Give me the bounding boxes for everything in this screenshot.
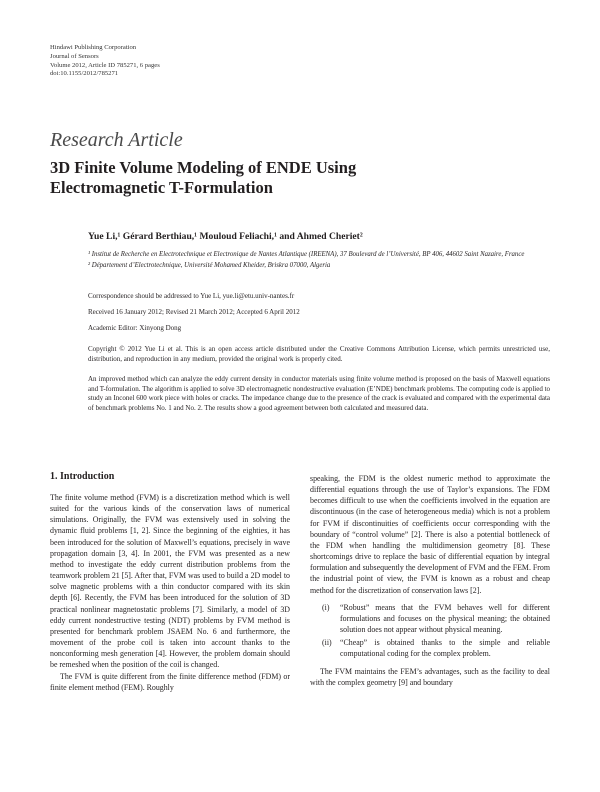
journal-header bbox=[50, 44, 160, 79]
right-column bbox=[310, 473, 550, 688]
affiliation-2: ² Département d’Electrotechnique, Université Mohamed Kheider, Briskra 07000, Algeria bbox=[88, 262, 331, 269]
list-item-text: “Cheap” is obtained thanks to the simple and reliable computational coding for the complex problem. bbox=[340, 638, 550, 659]
journal-line: Journal of Sensors bbox=[50, 52, 99, 60]
body-paragraph: The FVM maintains the FEM’s advantages, such as the facility to deal with the complex geometry [9] and boundary bbox=[310, 666, 550, 687]
list-item-text: “Robust” means that the FVM behaves well for different formulations and focuses on the physical meaning; the obtained solution does not appear without physical meaning. bbox=[340, 602, 550, 635]
affiliation-1: ¹ Institut de Recherche en Electrotechnique et Electronique de Nantes Atlantique (IREENA), 37 Boulevard de l’Université, BP 406, 44602 Saint Nazaire, France bbox=[88, 251, 525, 258]
section-heading-introduction: 1. Introduction bbox=[50, 471, 115, 482]
publisher-line: Hindawi Publishing Corporation bbox=[50, 44, 137, 51]
paper-title bbox=[50, 158, 356, 198]
list-item bbox=[310, 602, 550, 635]
title-line-1: 3D Finite Volume Modeling of ENDE Using bbox=[50, 158, 357, 177]
title-line-2: Electromagnetic T-Formulation bbox=[50, 178, 273, 197]
author-list: Yue Li,¹ Gérard Berthiau,¹ Mouloud Feliachi,¹ and Ahmed Cheriet² bbox=[88, 231, 363, 242]
article-type: Research Article bbox=[50, 129, 183, 151]
left-column bbox=[50, 492, 290, 693]
copyright-notice: Copyright © 2012 Yue Li et al. This is an open access article distributed under the Creative Commons Attribution License, which permits unrestricted use, distribution, and reproduction in any medium, provided the original work is properly cited. bbox=[88, 345, 550, 363]
abstract-text: An improved method which can analyze the eddy current density in conductor materials using finite volume method is proposed on the basis of Maxwell equations and T-formulation. The algorithm is applied to solve 3D electromagnetic nondestructive evaluation (E’NDE) benchmark problems. The computing code is applied to study an Inconel 600 work piece with holes or cracks. The impedance change due to the presence of the crack is evaluated and compared with the experimental data of benchmark problems No. 1 and No. 2. The results show a good agreement between both calculated and measured data. bbox=[88, 375, 551, 412]
affiliations bbox=[88, 250, 550, 272]
body-paragraph: The finite volume method (FVM) is a discretization method which is well suited for the various kinds of the conservation laws of numerical simulations. Originally, the FVM was extensively used in solving the dynamic fluid problems [1, 2]. Since the beginning of the eighties, it has been introduced for the solution of Maxwell’s equations, precisely in wave propagation domain [3, 4]. In 2001, the FVM was presented as a new method to investigate the eddy current distribution problems from the teamwork problem 21 [5]. After that, FVM was used to build a 2D model to solve magnetic problems with a thin conductor compared with its skin depth [6]. Recently, the FVM has been introduced for the solution of 3D practical nonlinear magnetostatic problems [7]. Similarly, a model of 3D eddy current nondestructive testing (NDT) problems by FVM method is presented for benchmark problem JSAEM No. 6 and furthermore, the movement of the probe coil is taken into account thanks to the nonconforming mesh generation [4]. However, the problem domain should be remeshed when the position of the coil is changed. bbox=[50, 493, 290, 670]
volume-line: Volume 2012, Article ID 785271, 6 pages bbox=[50, 61, 160, 69]
editor-line: Academic Editor: Xinyong Dong bbox=[88, 324, 182, 332]
body-paragraph: The FVM is quite different from the finite difference method (FDM) or finite element method (FEM). Roughly bbox=[50, 671, 290, 692]
bullet-list bbox=[310, 602, 550, 660]
list-item-label: (ii) bbox=[322, 638, 332, 648]
dates-line: Received 16 January 2012; Revised 21 March 2012; Accepted 6 April 2012 bbox=[88, 308, 300, 316]
list-item bbox=[310, 637, 550, 659]
list-item-label: (i) bbox=[322, 602, 330, 612]
correspondence-line: Correspondence should be addressed to Yue Li, yue.li@etu.univ-nantes.fr bbox=[88, 292, 295, 300]
doi-line: doi:10.1155/2012/785271 bbox=[50, 70, 119, 78]
body-paragraph: speaking, the FDM is the oldest numeric method to approximate the differential equations through the use of Taylor’s expansions. The FDM becomes difficult to use when the coefficients involved in the equation are discontinuous (in the case of heterogeneous media) which is not a problem for FVM if discontinuities of coefficients occur corresponding with the boundary of “control volume” [2]. There is also a potential bottleneck of the FDM when handling the multidimension geometry [8]. These shortcomings drive to replace the basic of differential equation by integral formulation and subsequently the development of FVM and the FEM. From the industrial point of view, the FVM is known as a robust and cheap method for the discretization of conservation laws [2]. bbox=[310, 474, 550, 595]
